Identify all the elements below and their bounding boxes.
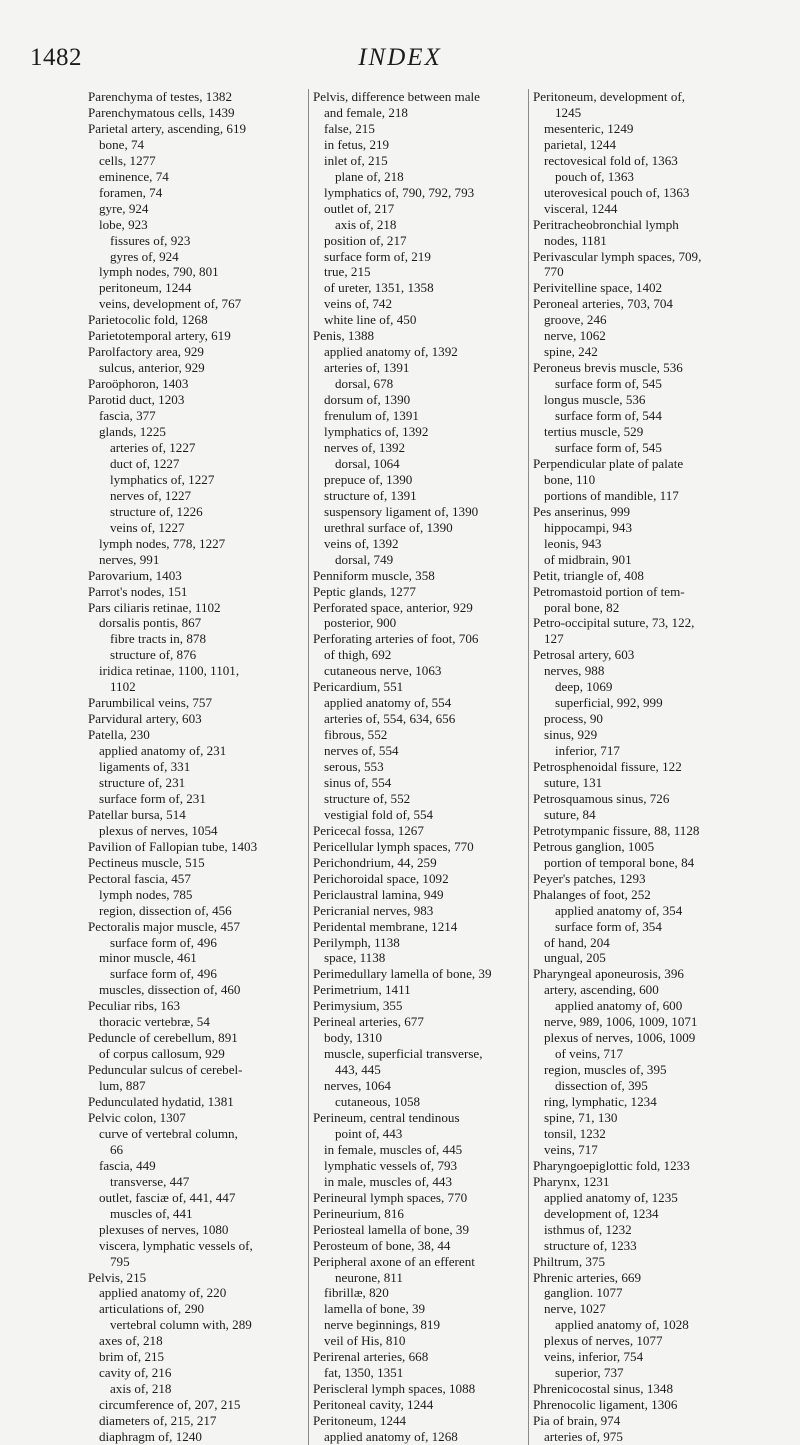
index-subentry: neurone, 811 [335,1269,403,1285]
index-subentry: nerves of, 554 [324,743,399,759]
index-subentry: structure of, 1226 [110,503,203,519]
index-entry: Peripheral axone of an efferent [313,1253,475,1269]
page-number: 1482 [30,44,82,71]
index-entry: Phrenic arteries, 669 [533,1269,641,1285]
index-subentry: veins of, 1227 [110,519,185,535]
index-subentry: axes of, 218 [99,1333,163,1349]
index-entry: Petit, triangle of, 408 [533,567,644,583]
index-entry: Perichoroidal space, 1092 [313,870,449,886]
index-subentry: eminence, 74 [99,168,169,184]
index-entry: Pavilion of Fallopian tube, 1403 [88,838,258,854]
index-subentry: glands, 1225 [99,424,166,440]
index-subentry: tertius muscle, 529 [544,424,644,440]
index-subentry: applied anatomy of, 354 [555,902,683,918]
index-entry: Penniform muscle, 358 [313,567,435,583]
index-subentry: deep, 1069 [555,679,613,695]
index-subentry: 1102 [110,679,136,695]
index-subentry: arteries of, 1227 [110,439,196,455]
index-subentry: fibrillæ, 820 [324,1285,389,1301]
index-subentry: applied anatomy of, 554 [324,695,452,711]
index-entry: Petrous ganglion, 1005 [533,838,655,854]
index-subentry: of midbrain, 901 [544,551,632,567]
index-subentry: of ureter, 1351, 1358 [324,280,434,296]
index-subentry: surface form of, 496 [110,934,217,950]
index-subentry: dorsalis pontis, 867 [99,615,202,631]
index-subentry: structure of, 1391 [324,487,417,503]
index-entry: Perineural lymph spaces, 770 [313,1189,468,1205]
index-subentry: false, 215 [324,120,375,136]
index-subentry: surface form of, 544 [555,408,662,424]
index-subentry: suture, 84 [544,806,596,822]
index-subentry: diaphragm of, 1240 [99,1429,202,1445]
index-subentry: gyre, 924 [99,200,149,216]
index-subentry: suture, 131 [544,774,603,790]
index-subentry: surface form of, 545 [555,439,662,455]
index-entry: Parolfactory area, 929 [88,344,204,360]
index-subentry: uterovesical pouch of, 1363 [544,184,690,200]
index-entry: Perilymph, 1138 [313,934,400,950]
index-subentry: veins of, 1392 [324,535,399,551]
index-subentry: portions of mandible, 117 [544,487,679,503]
index-entry: Periosteal lamella of bone, 39 [313,1221,469,1237]
index-subentry: cells, 1277 [99,152,156,168]
running-header: INDEX [358,44,442,71]
index-entry: Peduncular sulcus of cerebel- [88,1062,243,1078]
index-subentry: 443, 445 [335,1062,381,1078]
index-entry: Perpendicular plate of palate [533,455,684,471]
index-subentry: dorsal, 749 [335,551,394,567]
index-subentry: nerves, 1064 [324,1078,391,1094]
index-subentry: ligaments of, 331 [99,759,191,775]
index-entry: Peroneal arteries, 703, 704 [533,296,673,312]
index-subentry: plexus of nerves, 1054 [99,822,218,838]
index-subentry: sinus of, 554 [324,774,392,790]
index-entry: Pectoralis major muscle, 457 [88,918,240,934]
index-entry: Patella, 230 [88,727,150,743]
index-subentry: structure of, 1233 [544,1237,637,1253]
index-entry: Peritoneum, development of, [533,89,685,104]
index-subentry: axis of, 218 [110,1381,172,1397]
index-entry: Perimetrium, 1411 [313,982,411,998]
index-entry: Peptic glands, 1277 [313,583,416,599]
index-subentry: spine, 242 [544,344,598,360]
index-entry: Periscleral lymph spaces, 1088 [313,1381,476,1397]
index-subentry: bone, 74 [99,136,145,152]
index-subentry: of veins, 717 [555,1046,624,1062]
index-subentry: region, muscles of, 395 [544,1062,667,1078]
index-subentry: structure of, 876 [110,647,197,663]
index-subentry: gyres of, 924 [110,248,179,264]
index-entry: Pelvic colon, 1307 [88,1110,186,1125]
index-entry: Pia of brain, 974 [533,1413,621,1429]
index-subentry: viscera, lymphatic vessels of, [99,1237,253,1253]
index-subentry: applied anatomy of, 1028 [555,1317,689,1333]
index-subentry: articulations of, 290 [99,1301,205,1317]
index-subentry: ungual, 205 [544,950,606,966]
index-subentry: nerve, 1027 [544,1301,606,1317]
index-subentry: applied anatomy of, 600 [555,998,683,1014]
index-subentry: mesenteric, 1249 [544,120,634,136]
index-entry: Parotid duct, 1203 [88,392,185,408]
index-subentry: urethral surface of, 1390 [324,519,453,535]
index-subentry: poral bone, 82 [544,599,620,615]
index-subentry: fascia, 449 [99,1157,156,1173]
index-subentry: sulcus, anterior, 929 [99,360,205,376]
index-subentry: outlet of, 217 [324,200,395,216]
index-subentry: plane of, 218 [335,168,404,184]
index-subentry: cavity of, 216 [99,1365,172,1381]
index-subentry: brim of, 215 [99,1349,165,1365]
index-subentry: transverse, 447 [110,1173,190,1189]
index-subentry: dorsal, 1064 [335,455,400,471]
index-subentry: superficial, 992, 999 [555,695,663,711]
index-subentry: minor muscle, 461 [99,950,197,966]
index-entry: Phrenicocostal sinus, 1348 [533,1381,674,1397]
index-subentry: plexuses of nerves, 1080 [99,1221,229,1237]
index-subentry: rectovesical fold of, 1363 [544,152,678,168]
index-subentry: lymphatics of, 1227 [110,471,215,487]
index-subentry: longus muscle, 536 [544,392,646,408]
index-entry: Periclaustral lamina, 949 [313,886,444,902]
index-subentry: veins, development of, 767 [99,296,242,312]
index-entry: Pharyngeal aponeurosis, 396 [533,966,684,982]
index-entry: Peyer's patches, 1293 [533,870,646,886]
index-subentry: cutaneous nerve, 1063 [324,663,442,679]
index-subentry: white line of, 450 [324,312,417,328]
index-subentry: applied anatomy of, 1268 [324,1429,458,1445]
index-subentry: inferior, 717 [555,743,620,759]
index-subentry: nerves, 991 [99,551,160,567]
index-entry: Pedunculated hydatid, 1381 [88,1094,234,1110]
index-subentry: 127 [544,631,564,647]
index-subentry: surface form of, 219 [324,248,431,264]
index-subentry: position of, 217 [324,232,407,248]
index-subentry: veins, inferior, 754 [544,1349,644,1365]
index-subentry: plexus of nerves, 1006, 1009 [544,1030,696,1046]
index-entry: Pharyngoepiglottic fold, 1233 [533,1157,690,1173]
index-subentry: arteries of, 1391 [324,360,410,376]
index-subentry: fat, 1350, 1351 [324,1365,404,1381]
index-entry: Phalanges of foot, 252 [533,886,651,902]
index-subentry: body, 1310 [324,1030,383,1046]
index-subentry: 795 [110,1253,130,1269]
index-subentry: fissures of, 923 [110,232,191,248]
index-subentry: serous, 553 [324,759,384,775]
index-subentry: surface form of, 496 [110,966,217,982]
index-subentry: in male, muscles of, 443 [324,1173,453,1189]
index-entry: Perimysium, 355 [313,998,403,1014]
index-subentry: fibrous, 552 [324,727,388,743]
index-entry: Parumbilical veins, 757 [88,695,213,711]
index-subentry: circumference of, 207, 215 [99,1397,241,1413]
index-entry: Patellar bursa, 514 [88,806,186,822]
index-entry: Peduncle of cerebellum, 891 [88,1030,238,1046]
index-subentry: lamella of bone, 39 [324,1301,426,1317]
index-entry: Parrot's nodes, 151 [88,583,188,599]
index-columns [88,89,748,1445]
index-subentry: suspensory ligament of, 1390 [324,503,479,519]
index-entry: Pharynx, 1231 [533,1173,610,1189]
index-subentry: plexus of nerves, 1077 [544,1333,663,1349]
index-subentry: nodes, 1181 [544,232,607,248]
index-entry: Parietocolic fold, 1268 [88,312,208,328]
index-entry: Pericellular lymph spaces, 770 [313,838,474,854]
index-subentry: veins of, 742 [324,296,393,312]
index-subentry: leonis, 943 [544,535,602,551]
index-subentry: 66 [110,1141,124,1157]
index-subentry: veins, 717 [544,1141,598,1157]
index-subentry: nerve, 1062 [544,328,606,344]
index-subentry: lum, 887 [99,1078,146,1094]
index-entry: Pes anserinus, 999 [533,503,631,519]
index-subentry: diameters of, 215, 217 [99,1413,217,1429]
index-subentry: region, dissection of, 456 [99,902,232,918]
index-entry: Perirenal arteries, 668 [313,1349,429,1365]
index-entry: Peritoneum, 1244 [313,1413,407,1429]
index-subentry: vestigial fold of, 554 [324,806,434,822]
index-entry: Perimedullary lamella of bone, 39 [313,966,492,982]
index-subentry: dorsal, 678 [335,376,394,392]
index-subentry: point of, 443 [335,1125,403,1141]
index-subentry: process, 90 [544,711,603,727]
index-entry: Paroöphoron, 1403 [88,376,189,392]
index-subentry: fibre tracts in, 878 [110,631,206,647]
index-subentry: outlet, fasciæ of, 441, 447 [99,1189,236,1205]
index-subentry: vertebral column with, 289 [110,1317,252,1333]
index-entry: Peridental membrane, 1214 [313,918,458,934]
index-entry: Perforating arteries of foot, 706 [313,631,479,647]
index-subentry: 770 [544,264,564,280]
index-entry: Pericecal fossa, 1267 [313,822,424,838]
index-subentry: nerve beginnings, 819 [324,1317,441,1333]
index-entry: Pericardium, 551 [313,679,404,695]
index-entry: Parietotemporal artery, 619 [88,328,231,344]
index-subentry: visceral, 1244 [544,200,618,216]
index-entry: Perineum, central tendinous [313,1110,460,1125]
index-entry: Perosteum of bone, 38, 44 [313,1237,451,1253]
index-subentry: duct of, 1227 [110,455,180,471]
index-subentry: nerves, 988 [544,663,605,679]
index-subentry: bone, 110 [544,471,596,487]
index-subentry: posterior, 900 [324,615,397,631]
index-subentry: prepuce of, 1390 [324,471,413,487]
index-subentry: surface form of, 231 [99,790,206,806]
index-subentry: lymphatic vessels of, 793 [324,1157,458,1173]
index-entry: Perivitelline space, 1402 [533,280,663,296]
index-entry: Perivascular lymph spaces, 709, [533,248,702,264]
index-subentry: inlet of, 215 [324,152,388,168]
index-subentry: of hand, 204 [544,934,610,950]
index-entry: Perineal arteries, 677 [313,1014,424,1030]
index-column-2 [308,89,528,1445]
index-subentry: nerves of, 1392 [324,439,406,455]
index-entry: Parietal artery, ascending, 619 [88,120,247,136]
index-subentry: dorsum of, 1390 [324,392,411,408]
index-subentry: in fetus, 219 [324,136,390,152]
index-entry: Petrosphenoidal fissure, 122 [533,759,682,775]
index-subentry: ring, lymphatic, 1234 [544,1094,657,1110]
index-subentry: lymph nodes, 778, 1227 [99,535,226,551]
index-subentry: iridica retinae, 1100, 1101, [99,663,240,679]
index-subentry: dissection of, 395 [555,1078,648,1094]
index-subentry: peritoneum, 1244 [99,280,192,296]
index-subentry: lymph nodes, 785 [99,886,193,902]
index-entry: Perichondrium, 44, 259 [313,854,437,870]
index-subentry: muscles, dissection of, 460 [99,982,241,998]
index-subentry: portion of temporal bone, 84 [544,854,695,870]
index-entry: Phrenocolic ligament, 1306 [533,1397,678,1413]
index-subentry: pouch of, 1363 [555,168,634,184]
index-entry: Petrosquamous sinus, 726 [533,790,670,806]
index-subentry: development of, 1234 [544,1205,659,1221]
index-entry: Pericranial nerves, 983 [313,902,434,918]
index-subentry: tonsil, 1232 [544,1125,606,1141]
index-entry: Parenchymatous cells, 1439 [88,104,235,120]
index-subentry: space, 1138 [324,950,386,966]
index-entry: Pelvis, 215 [88,1269,147,1285]
index-entry: Petrotympanic fissure, 88, 1128 [533,822,700,838]
index-subentry: applied anatomy of, 231 [99,743,227,759]
index-subentry: surface form of, 545 [555,376,662,392]
index-entry: Petro-occipital suture, 73, 122, [533,615,695,631]
index-entry: Pectoral fascia, 457 [88,870,191,886]
index-subentry: nerve, 989, 1006, 1009, 1071 [544,1014,698,1030]
index-subentry: isthmus of, 1232 [544,1221,632,1237]
index-subentry: applied anatomy of, 1235 [544,1189,678,1205]
index-subentry: muscle, superficial transverse, [324,1046,483,1062]
index-entry: Pelvis, difference between male [313,89,480,104]
index-subentry: of thigh, 692 [324,647,392,663]
index-subentry: applied anatomy of, 220 [99,1285,227,1301]
index-subentry: arteries of, 554, 634, 656 [324,711,456,727]
index-entry: Pars ciliaris retinae, 1102 [88,599,221,615]
index-subentry: foramen, 74 [99,184,163,200]
index-subentry: true, 215 [324,264,371,280]
index-subentry: parietal, 1244 [544,136,616,152]
index-subentry: fascia, 377 [99,408,156,424]
index-entry: Perineurium, 816 [313,1205,404,1221]
index-entry: Peculiar ribs, 163 [88,998,181,1014]
index-subentry: lymphatics of, 1392 [324,424,429,440]
index-entry: Peritoneal cavity, 1244 [313,1397,434,1413]
index-entry: Petrosal artery, 603 [533,647,635,663]
index-entry: Petromastoid portion of tem- [533,583,685,599]
index-column-1 [88,89,308,1445]
index-entry: Parovarium, 1403 [88,567,182,583]
index-subentry: and female, 218 [324,104,408,120]
index-subentry: hippocampi, 943 [544,519,633,535]
index-subentry: surface form of, 354 [555,918,662,934]
index-entry: Penis, 1388 [313,328,375,344]
index-subentry: 1245 [555,104,582,120]
index-subentry: structure of, 231 [99,774,186,790]
index-entry: Perforated space, anterior, 929 [313,599,473,615]
index-subentry: axis of, 218 [335,216,397,232]
index-subentry: groove, 246 [544,312,607,328]
index-subentry: artery, ascending, 600 [544,982,659,998]
index-subentry: ganglion. 1077 [544,1285,623,1301]
index-entry: Philtrum, 375 [533,1253,606,1269]
index-subentry: lymph nodes, 790, 801 [99,264,219,280]
index-subentry: muscles of, 441 [110,1205,193,1221]
index-subentry: sinus, 929 [544,727,598,743]
index-subentry: spine, 71, 130 [544,1110,618,1125]
index-subentry: superior, 737 [555,1365,624,1381]
index-entry: Peritracheobronchial lymph [533,216,679,232]
index-subentry: lymphatics of, 790, 792, 793 [324,184,475,200]
index-subentry: nerves of, 1227 [110,487,192,503]
index-subentry: cutaneous, 1058 [335,1094,421,1110]
index-subentry: curve of vertebral column, [99,1125,238,1141]
index-subentry: veil of His, 810 [324,1333,406,1349]
index-subentry: in female, muscles of, 445 [324,1141,463,1157]
index-subentry: frenulum of, 1391 [324,408,419,424]
index-entry: Parvidural artery, 603 [88,711,202,727]
index-subentry: of corpus callosum, 929 [99,1046,225,1062]
index-subentry: applied anatomy of, 1392 [324,344,458,360]
index-entry: Parenchyma of testes, 1382 [88,89,232,104]
index-subentry: thoracic vertebræ, 54 [99,1014,210,1030]
index-subentry: arteries of, 975 [544,1429,623,1445]
index-subentry: lobe, 923 [99,216,148,232]
index-entry: Peroneus brevis muscle, 536 [533,360,683,376]
index-entry: Pectineus muscle, 515 [88,854,205,870]
index-subentry: structure of, 552 [324,790,411,806]
index-column-3 [528,89,748,1445]
